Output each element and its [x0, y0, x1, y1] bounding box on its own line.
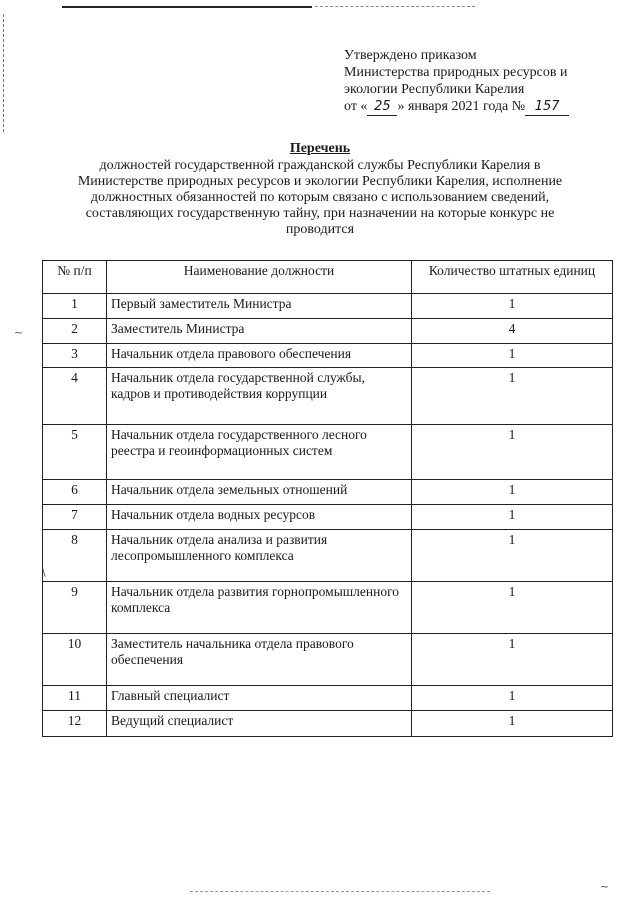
- row-number: 3: [43, 344, 107, 368]
- row-count: 1: [412, 686, 613, 711]
- row-count: 1: [412, 582, 613, 634]
- table-row: [43, 711, 613, 737]
- header-count: Количество штатных единиц: [412, 261, 613, 294]
- approval-block: [344, 47, 624, 116]
- row-count: 1: [412, 505, 613, 530]
- handwritten-order-number: 157: [525, 98, 569, 116]
- subtitle-line: должностей государственной гражданской службы Республики Карелия в: [99, 158, 541, 173]
- row-position: Начальник отдела земельных отношений: [107, 480, 412, 505]
- row-number: 10: [43, 634, 107, 686]
- row-count: 1: [412, 425, 613, 480]
- scan-artifact-top-dashed: [315, 6, 475, 7]
- date-middle: » января 2021 года №: [397, 99, 526, 114]
- scan-artifact-top: [62, 6, 312, 8]
- row-position: Ведущий специалист: [107, 711, 412, 737]
- table-row: [43, 634, 613, 686]
- row-count: 1: [412, 480, 613, 505]
- row-number: 2: [43, 319, 107, 344]
- row-position: Начальник отдела правового обеспечения: [107, 344, 412, 368]
- row-position: Заместитель начальника отдела правового обеспечения: [107, 634, 412, 686]
- row-count: 1: [412, 344, 613, 368]
- date-prefix: от «: [344, 99, 368, 114]
- row-position: Начальник отдела государственной службы, кадров и противодействия коррупции: [107, 368, 412, 425]
- table-row: [43, 480, 613, 505]
- document-title: Перечень: [289, 141, 351, 156]
- row-count: 1: [412, 294, 613, 319]
- header-number: № п/п: [43, 261, 107, 294]
- table-row: [43, 368, 613, 425]
- row-number: 11: [43, 686, 107, 711]
- scan-mark: \: [42, 566, 46, 579]
- table-row: [43, 319, 613, 344]
- row-number: 5: [43, 425, 107, 480]
- table-row: [43, 582, 613, 634]
- row-position: Первый заместитель Министра: [107, 294, 412, 319]
- row-count: 1: [412, 711, 613, 737]
- table-header-row: [43, 261, 613, 294]
- subtitle-line: Министерстве природных ресурсов и экологии Республики Карелия, исполнение: [77, 174, 563, 189]
- table-row: [43, 505, 613, 530]
- subtitle-line: проводится: [285, 222, 355, 237]
- scan-artifact-left: [3, 14, 4, 132]
- table-row: [43, 425, 613, 480]
- approval-line: Утверждено приказом: [344, 48, 477, 63]
- row-position: Начальник отдела развития горнопромышленного комплекса: [107, 582, 412, 634]
- row-count: 4: [412, 319, 613, 344]
- row-number: 1: [43, 294, 107, 319]
- row-number: 4: [43, 368, 107, 425]
- positions-table: [42, 260, 613, 737]
- scan-mark: ~: [14, 326, 24, 339]
- document-subtitle: [40, 158, 600, 238]
- subtitle-line: должностных обязанностей по которым связано с использованием сведений,: [90, 190, 550, 205]
- header-position: Наименование должности: [107, 261, 412, 294]
- handwritten-day: 25: [367, 98, 397, 116]
- table-row: [43, 344, 613, 368]
- subtitle-line: составляющих государственную тайну, при назначении на которые конкурс не: [85, 206, 555, 221]
- row-number: 8: [43, 530, 107, 582]
- row-number: 9: [43, 582, 107, 634]
- row-number: 12: [43, 711, 107, 737]
- row-count: 1: [412, 530, 613, 582]
- row-number: 7: [43, 505, 107, 530]
- table-row: [43, 294, 613, 319]
- approval-line: Министерства природных ресурсов и: [344, 65, 568, 80]
- row-count: 1: [412, 634, 613, 686]
- approval-line: экологии Республики Карелия: [344, 82, 525, 97]
- row-position: Начальник отдела государственного лесного реестра и геоинформационных систем: [107, 425, 412, 480]
- scan-artifact-bottom: [190, 891, 490, 892]
- scan-mark: ~: [600, 880, 610, 893]
- row-position: Начальник отдела анализа и развития лесопромышленного комплекса: [107, 530, 412, 582]
- row-position: Заместитель Министра: [107, 319, 412, 344]
- row-number: 6: [43, 480, 107, 505]
- table-row: [43, 530, 613, 582]
- row-position: Начальник отдела водных ресурсов: [107, 505, 412, 530]
- approval-date-line: [344, 98, 624, 116]
- row-position: Главный специалист: [107, 686, 412, 711]
- table-row: [43, 686, 613, 711]
- row-count: 1: [412, 368, 613, 425]
